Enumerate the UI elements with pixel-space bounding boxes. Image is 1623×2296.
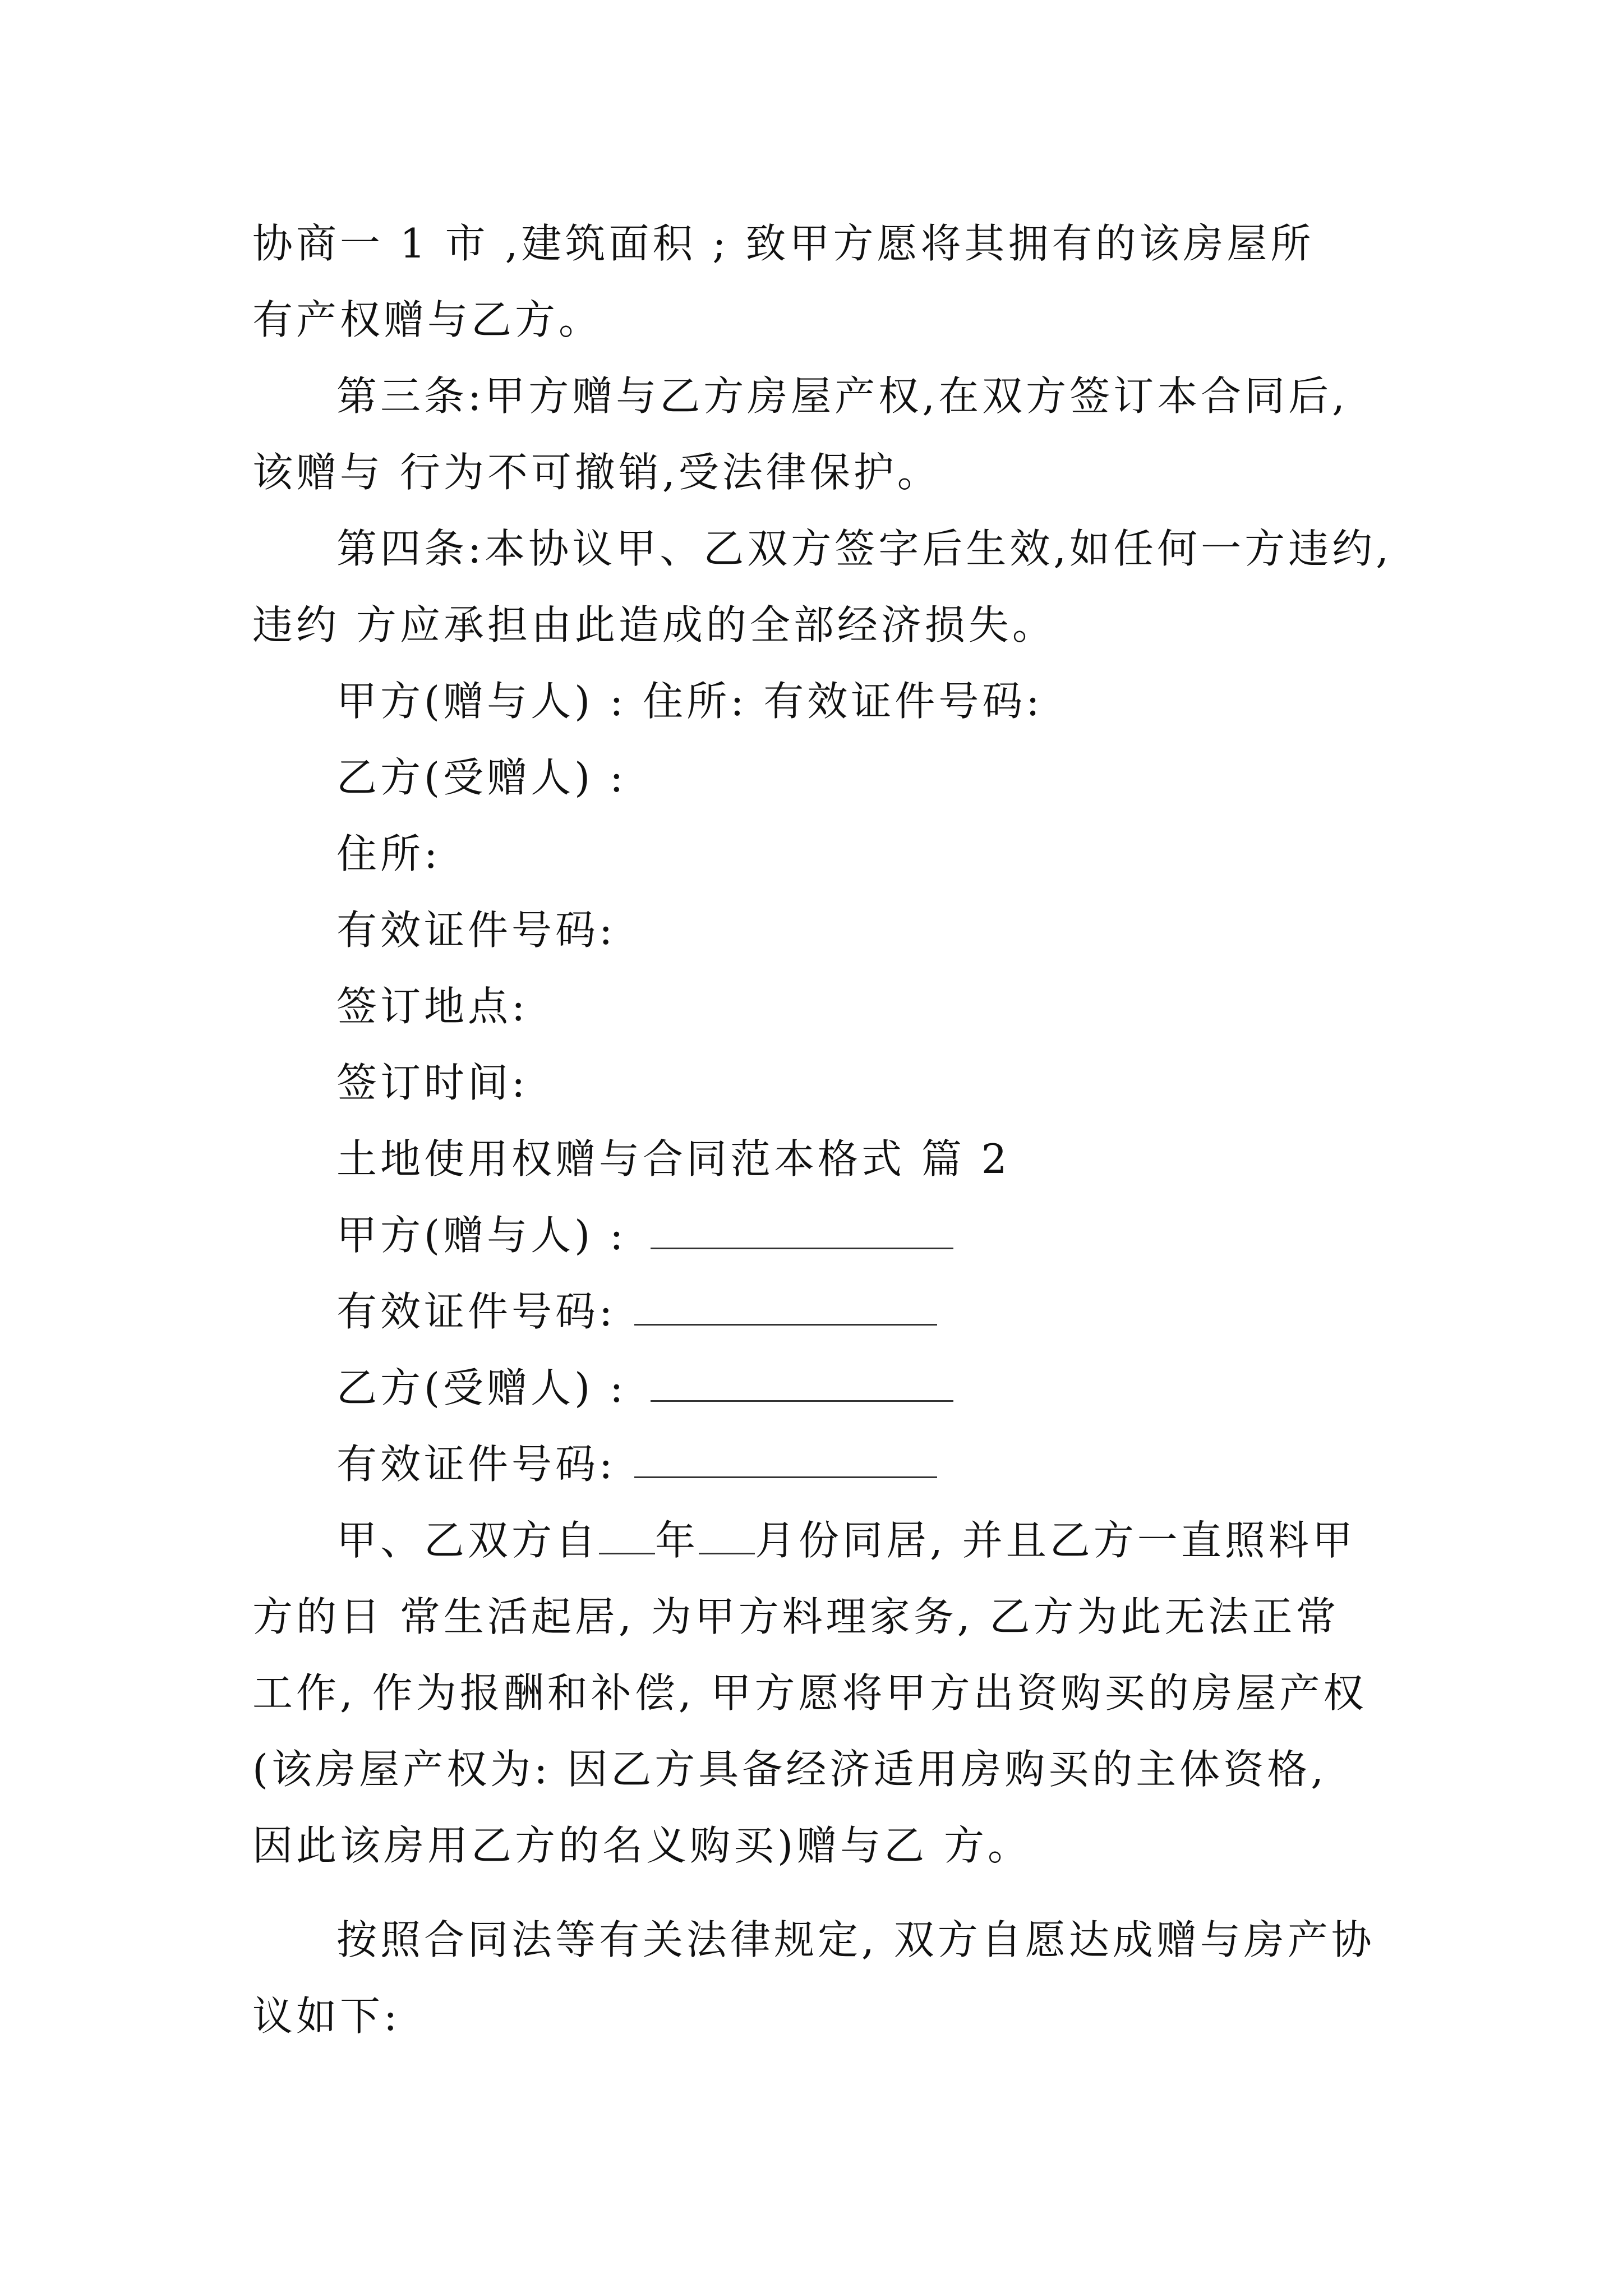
paragraph-line: 协商一 1 市 ,建筑面积 ; 致甲方愿将其拥有的该房屋所: [252, 220, 1315, 267]
fill-in-blank[interactable]: [651, 1369, 953, 1402]
form-row-id-b: [336, 1441, 937, 1488]
form-label: 有效证件号码:: [336, 1441, 616, 1488]
id-number-label: 有效证件号码:: [336, 907, 616, 954]
paragraph-line: 工作, 作为报酬和补偿, 甲方愿将甲方出资购买的房屋产权: [252, 1669, 1367, 1717]
form-row-party-a: [336, 1212, 953, 1259]
paragraph-line: 按照合同法等有关法律规定, 双方自愿达成赠与房产协: [336, 1916, 1375, 1963]
party-b-line: 乙方(受赠人) :: [336, 754, 627, 801]
paragraph-line: [336, 1517, 1356, 1564]
form-label: 乙方(受赠人) :: [336, 1364, 627, 1411]
paragraph-line: 有产权赠与乙方。: [252, 296, 603, 343]
form-row-id-a: [336, 1288, 937, 1335]
paragraph-line: 议如下:: [252, 1993, 401, 2040]
text-span: 年: [655, 1517, 699, 1564]
fill-in-blank[interactable]: [651, 1216, 953, 1249]
signing-time-label: 签订时间:: [336, 1059, 529, 1106]
text-span: 月份同居, 并且乙方一直照料甲: [755, 1517, 1356, 1564]
paragraph-line: (该房屋产权为: 因乙方具备经济适用房购买的主体资格,: [252, 1746, 1327, 1793]
month-blank[interactable]: [699, 1521, 755, 1554]
paragraph-line: 该赠与 行为不可撤销,受法律保护。: [252, 449, 941, 496]
article-three: 第三条:甲方赠与乙方房屋产权,在双方签订本合同后,: [336, 372, 1349, 420]
form-label: 甲方(赠与人) :: [336, 1212, 627, 1259]
section-title: 土地使用权赠与合同范本格式 篇 2: [336, 1135, 1011, 1182]
fill-in-blank[interactable]: [634, 1445, 937, 1478]
fill-in-blank[interactable]: [634, 1292, 937, 1326]
article-four: 第四条:本协议甲、乙双方签字后生效,如任何一方违约,: [336, 525, 1393, 572]
paragraph-line: 违约 方应承担由此造成的全部经济损失。: [252, 601, 1056, 648]
party-a-line: 甲方(赠与人) : 住所: 有效证件号码:: [336, 678, 1043, 725]
text-span: 甲、乙双方自: [336, 1517, 600, 1564]
signing-place-label: 签订地点:: [336, 983, 529, 1030]
form-label: 有效证件号码:: [336, 1288, 616, 1335]
paragraph-line: 因此该房用乙方的名义购买)赠与乙 方。: [252, 1822, 1031, 1869]
address-label: 住所:: [336, 830, 441, 877]
form-row-party-b: [336, 1364, 953, 1411]
paragraph-line: 方的日 常生活起居, 为甲方料理家务, 乙方为此无法正常: [252, 1593, 1340, 1640]
year-blank[interactable]: [599, 1521, 655, 1554]
